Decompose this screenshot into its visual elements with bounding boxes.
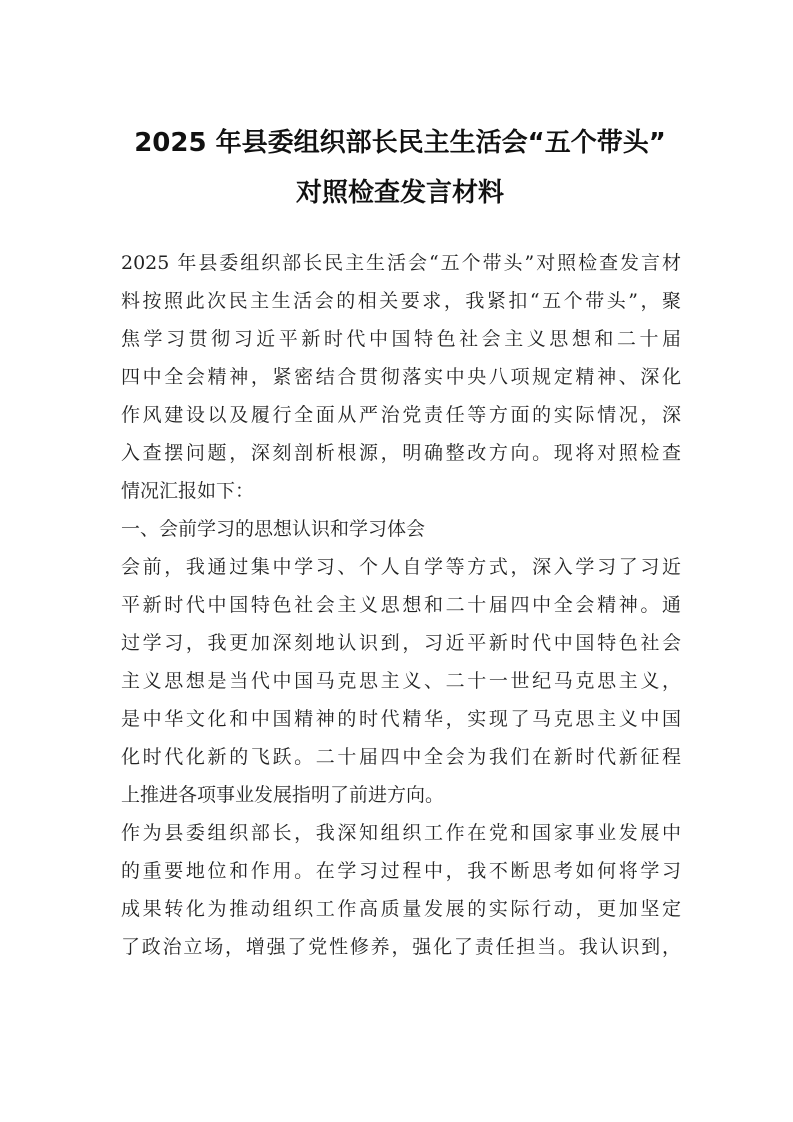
body-line: 作为县委组织部长，我深知组织工作在党和国家事业发展中 — [121, 822, 681, 844]
body-line: 的重要地位和作用。在学习过程中，我不断思考如何将学习 — [121, 860, 681, 882]
body-line: 焦学习贯彻习近平新时代中国特色社会主义思想和二十届 — [121, 328, 681, 350]
body-line: 成果转化为推动组织工作高质量发展的实际行动，更加坚定 — [121, 898, 681, 920]
section-heading: 一、会前学习的思想认识和学习体会 — [121, 518, 426, 540]
document-title-line-2: 对照检查发言材料 — [295, 178, 504, 208]
body-line: 上推进各项事业发展指明了前进方向。 — [121, 784, 445, 806]
body-line: 化时代化新的飞跃。二十届四中全会为我们在新时代新征程 — [121, 746, 681, 768]
body-line: 是中华文化和中国精神的时代精华，实现了马克思主义中国 — [121, 708, 681, 730]
body-line: 入查摆问题，深刻剖析根源，明确整改方向。现将对照检查 — [121, 442, 681, 464]
body-line: 料按照此次民主生活会的相关要求，我紧扣“五个带头”，聚 — [121, 290, 681, 312]
body-line: 情况汇报如下： — [121, 480, 255, 502]
document-title-line-1: 2025 年县委组织部长民主生活会“五个带头” — [134, 128, 666, 158]
body-line: 过学习，我更加深刻地认识到，习近平新时代中国特色社会 — [121, 632, 681, 654]
body-line: 2025 年县委组织部长民主生活会“五个带头”对照检查发言材 — [121, 252, 681, 274]
body-line: 平新时代中国特色社会主义思想和二十届四中全会精神。通 — [121, 594, 681, 616]
body-line: 会前，我通过集中学习、个人自学等方式，深入学习了习近 — [121, 556, 681, 578]
body-line: 主义思想是当代中国马克思主义、二十一世纪马克思主义， — [121, 670, 681, 692]
body-line: 四中全会精神，紧密结合贯彻落实中央八项规定精神、深化 — [121, 366, 681, 388]
body-line: 作风建设以及履行全面从严治党责任等方面的实际情况，深 — [121, 404, 681, 426]
body-line: 了政治立场，增强了党性修养，强化了责任担当。我认识到， — [121, 936, 681, 958]
